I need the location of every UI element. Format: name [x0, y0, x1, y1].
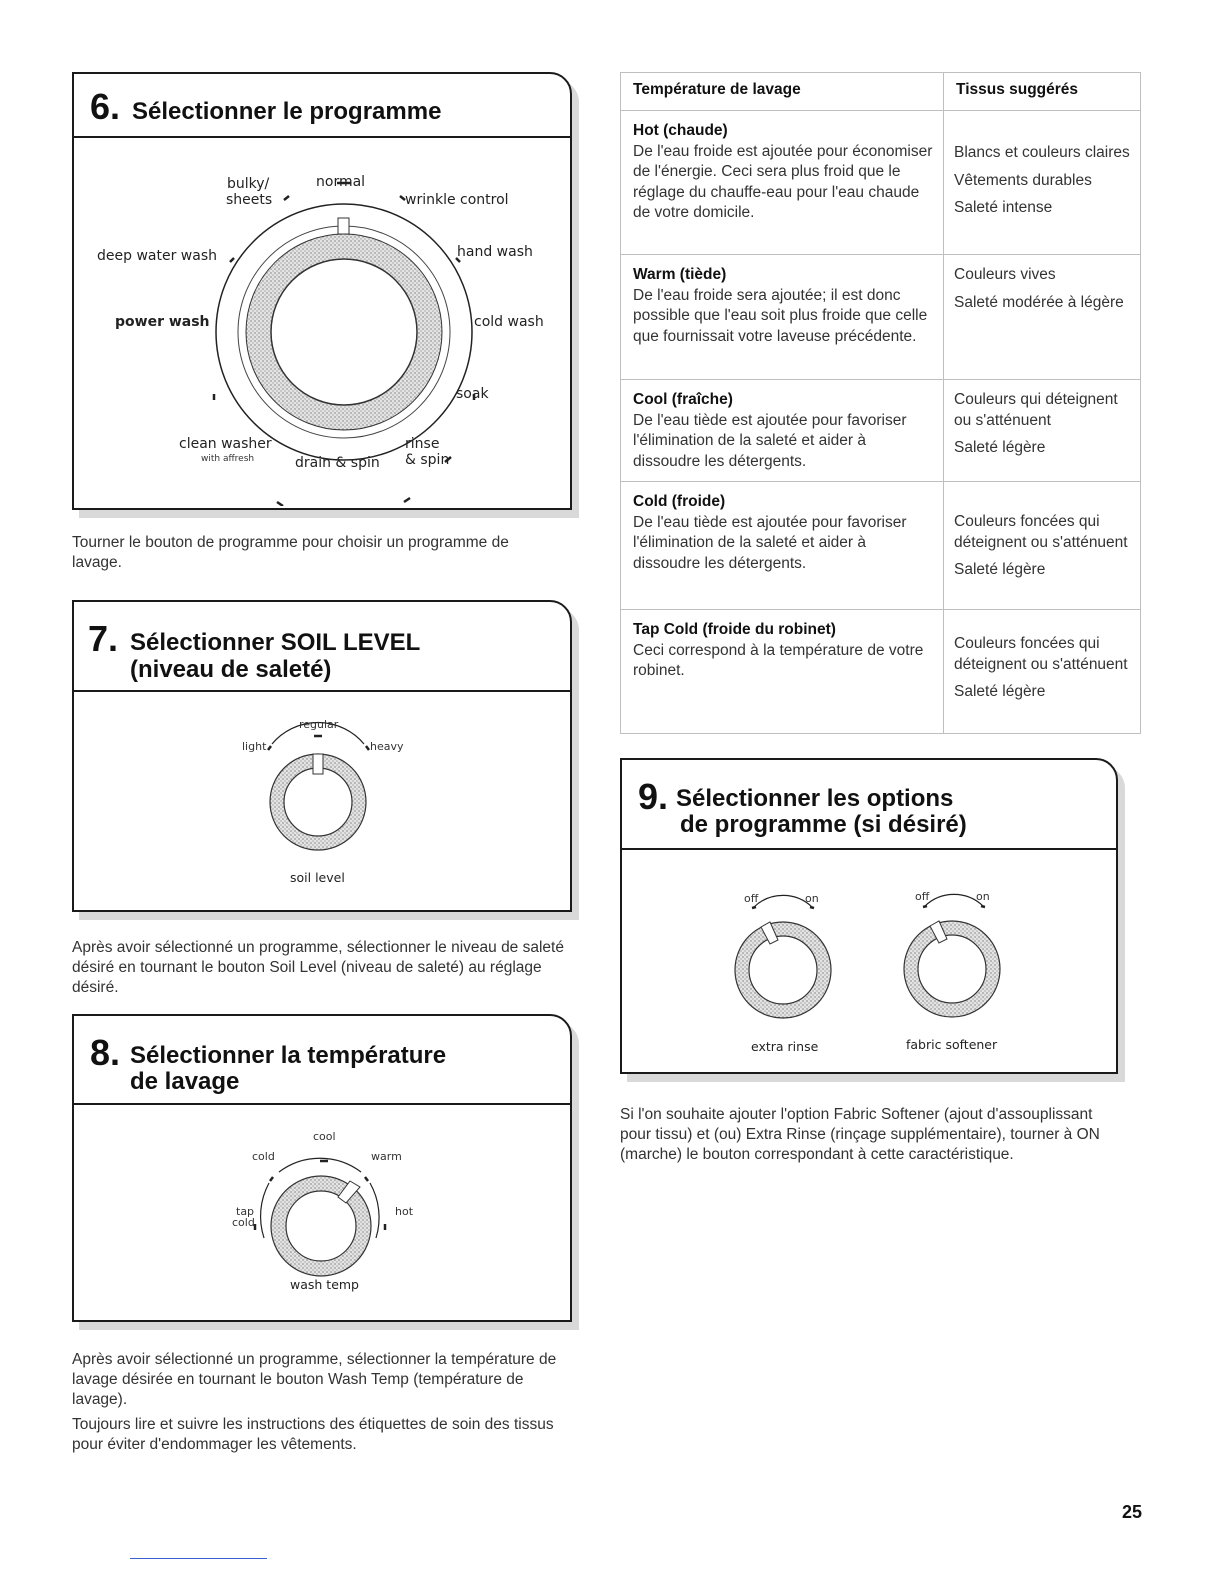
table-row: [621, 380, 1141, 482]
dial-label-drain-spin: drain & spin: [295, 455, 380, 471]
soil-label-name: soil level: [290, 870, 345, 885]
section-6-number: 6.: [90, 86, 121, 127]
dial-label-spin: & spin: [405, 452, 450, 468]
dial-label-with-affresh: with affresh: [201, 454, 255, 464]
soil-label-heavy: heavy: [370, 740, 404, 753]
dial-label-normal: normal: [316, 174, 366, 190]
temp-description: Ceci correspond à la température de votre robinet.: [633, 641, 924, 679]
section-9-caption: Si l'on souhaite ajouter l'option Fabric Softener (ajout d'assouplissant pour tissu) et (ou) Extra Rinse (rinçage supplémentaire), tourner à ON (marche) le bouton correspondant à cette caractéristique.: [620, 1106, 1100, 1163]
temp-name: Hot (chaude): [633, 122, 728, 139]
fabric-suggestion: Vêtements durables: [954, 171, 1092, 189]
temp-label-cool: cool: [313, 1130, 336, 1143]
section-9-box: [620, 758, 1118, 1074]
section-8-number: 8.: [90, 1032, 121, 1073]
extra-rinse-off-label: off: [744, 892, 759, 905]
table-row: [621, 482, 1141, 610]
section-7-number: 7.: [88, 618, 119, 659]
temp-label-cold: cold: [252, 1150, 275, 1163]
temp-label-name: wash temp: [290, 1277, 359, 1292]
section-8-box: [72, 1014, 572, 1322]
fabric-suggestion: Saleté légère: [954, 439, 1046, 456]
page-number: 25: [1121, 1502, 1142, 1522]
table-header-temperature: Température de lavage: [621, 73, 944, 111]
section-7-box: [72, 600, 572, 912]
dial-label-bulky: bulky/: [227, 176, 270, 192]
fabric-suggestion: Blancs et couleurs claires: [954, 144, 1130, 161]
temp-name: Cool (fraîche): [633, 391, 733, 408]
table-row: [621, 610, 1141, 734]
table-header-row: [621, 73, 1141, 111]
dial-label-hand-wash: hand wash: [457, 244, 533, 260]
fabric-suggestion: Saleté intense: [954, 199, 1053, 216]
fabric-softener-on-label: on: [976, 890, 990, 903]
section-8-caption-2: Toujours lire et suivre les instructions des étiquettes de soin des tissus pour éviter d'endommager les vêtements.: [72, 1416, 554, 1453]
fabric-softener-off-label: off: [915, 890, 930, 903]
section-6-header: [74, 74, 570, 138]
dial-label-rinse: rinse: [405, 436, 440, 452]
section-7-title-line2: (niveau de saleté): [130, 656, 332, 683]
fabric-softener-label: fabric softener: [906, 1037, 998, 1052]
dial-label-soak: soak: [456, 386, 489, 402]
dial-label-deep-water-wash: deep water wash: [97, 248, 217, 264]
temp-label-hot: hot: [395, 1205, 414, 1218]
temp-name: Warm (tiède): [633, 266, 727, 283]
section-8-caption-1: Après avoir sélectionné un programme, sélectionner la température de lavage désirée en tournant le bouton Wash Temp (température de lavage).: [72, 1351, 557, 1408]
temp-label-tap-cold: cold: [232, 1216, 255, 1229]
temp-description: De l'eau tiède est ajoutée pour favoriser l'élimination de la saleté et aider à dissoudre les détergents.: [633, 513, 907, 572]
table-row: [621, 255, 1141, 380]
soil-label-regular: regular: [299, 718, 339, 731]
dial-label-power-wash: power wash: [115, 314, 210, 330]
table-header-fabrics: Tissus suggérés: [944, 73, 1141, 111]
section-6-caption: Tourner le bouton de programme pour choisir un programme de lavage.: [72, 534, 509, 571]
temp-name: Cold (froide): [633, 493, 726, 510]
footer-rule: [130, 1558, 267, 1559]
fabric-suggestion: Saleté légère: [954, 683, 1046, 700]
extra-rinse-label: extra rinse: [751, 1039, 819, 1054]
dial-label-clean-washer: clean washer: [179, 436, 272, 452]
fabric-suggestion: Couleurs foncées qui déteignent ou s'atténuent: [954, 513, 1128, 551]
extra-rinse-on-label: on: [805, 892, 819, 905]
table-row: [621, 111, 1141, 255]
section-7-title-line1: Sélectionner SOIL LEVEL: [130, 629, 421, 656]
option-knobs: [622, 848, 1116, 1072]
temp-name: Tap Cold (froide du robinet): [633, 621, 836, 638]
section-9-title-line1: Sélectionner les options: [676, 785, 954, 812]
section-9-header: [622, 760, 1116, 850]
soil-label-light: light: [242, 740, 267, 753]
temp-description: De l'eau froide est ajoutée pour économiser de l'énergie. Ceci sera plus froid que le réglage du chauffe-eau pour l'eau chaude de votre domicile.: [633, 142, 933, 221]
wash-temperature-table: [620, 72, 1141, 734]
dial-label-sheets: sheets: [226, 192, 273, 208]
fabric-suggestion: Couleurs foncées qui déteignent ou s'atténuent: [954, 635, 1128, 673]
section-9-number: 9.: [638, 776, 669, 817]
temp-label-tap: tap: [236, 1205, 255, 1218]
fabric-suggestion: Saleté modérée à légère: [954, 293, 1124, 311]
section-6-title: Sélectionner le programme: [132, 98, 442, 125]
section-7-header: [74, 602, 570, 692]
section-9-title-line2: de programme (si désiré): [680, 811, 967, 838]
fabric-suggestion: Couleurs qui déteignent ou s'atténuent: [954, 391, 1118, 429]
section-8-header: [74, 1016, 570, 1105]
section-8-title-line1: Sélectionner la température: [130, 1042, 447, 1069]
temp-label-warm: warm: [371, 1150, 402, 1163]
section-6-box: [72, 72, 572, 510]
dial-label-wrinkle-control: wrinkle control: [405, 192, 509, 208]
dial-label-cold-wash: cold wash: [474, 314, 544, 330]
section-8-title-line2: de lavage: [130, 1068, 240, 1095]
fabric-suggestion: Saleté légère: [954, 561, 1046, 578]
temp-description: De l'eau tiède est ajoutée pour favoriser l'élimination de la saleté et aider à dissoudre les détergents.: [633, 411, 907, 470]
temp-description: De l'eau froide sera ajoutée; il est donc possible que l'eau soit plus froide que celle que fournissait votre laveuse précédente.: [633, 286, 928, 345]
section-7-caption: Après avoir sélectionné un programme, sélectionner le niveau de saleté désiré en tournant le bouton Soil Level (niveau de saleté) au réglage désiré.: [72, 939, 564, 996]
fabric-suggestion: Couleurs vives: [954, 266, 1056, 283]
